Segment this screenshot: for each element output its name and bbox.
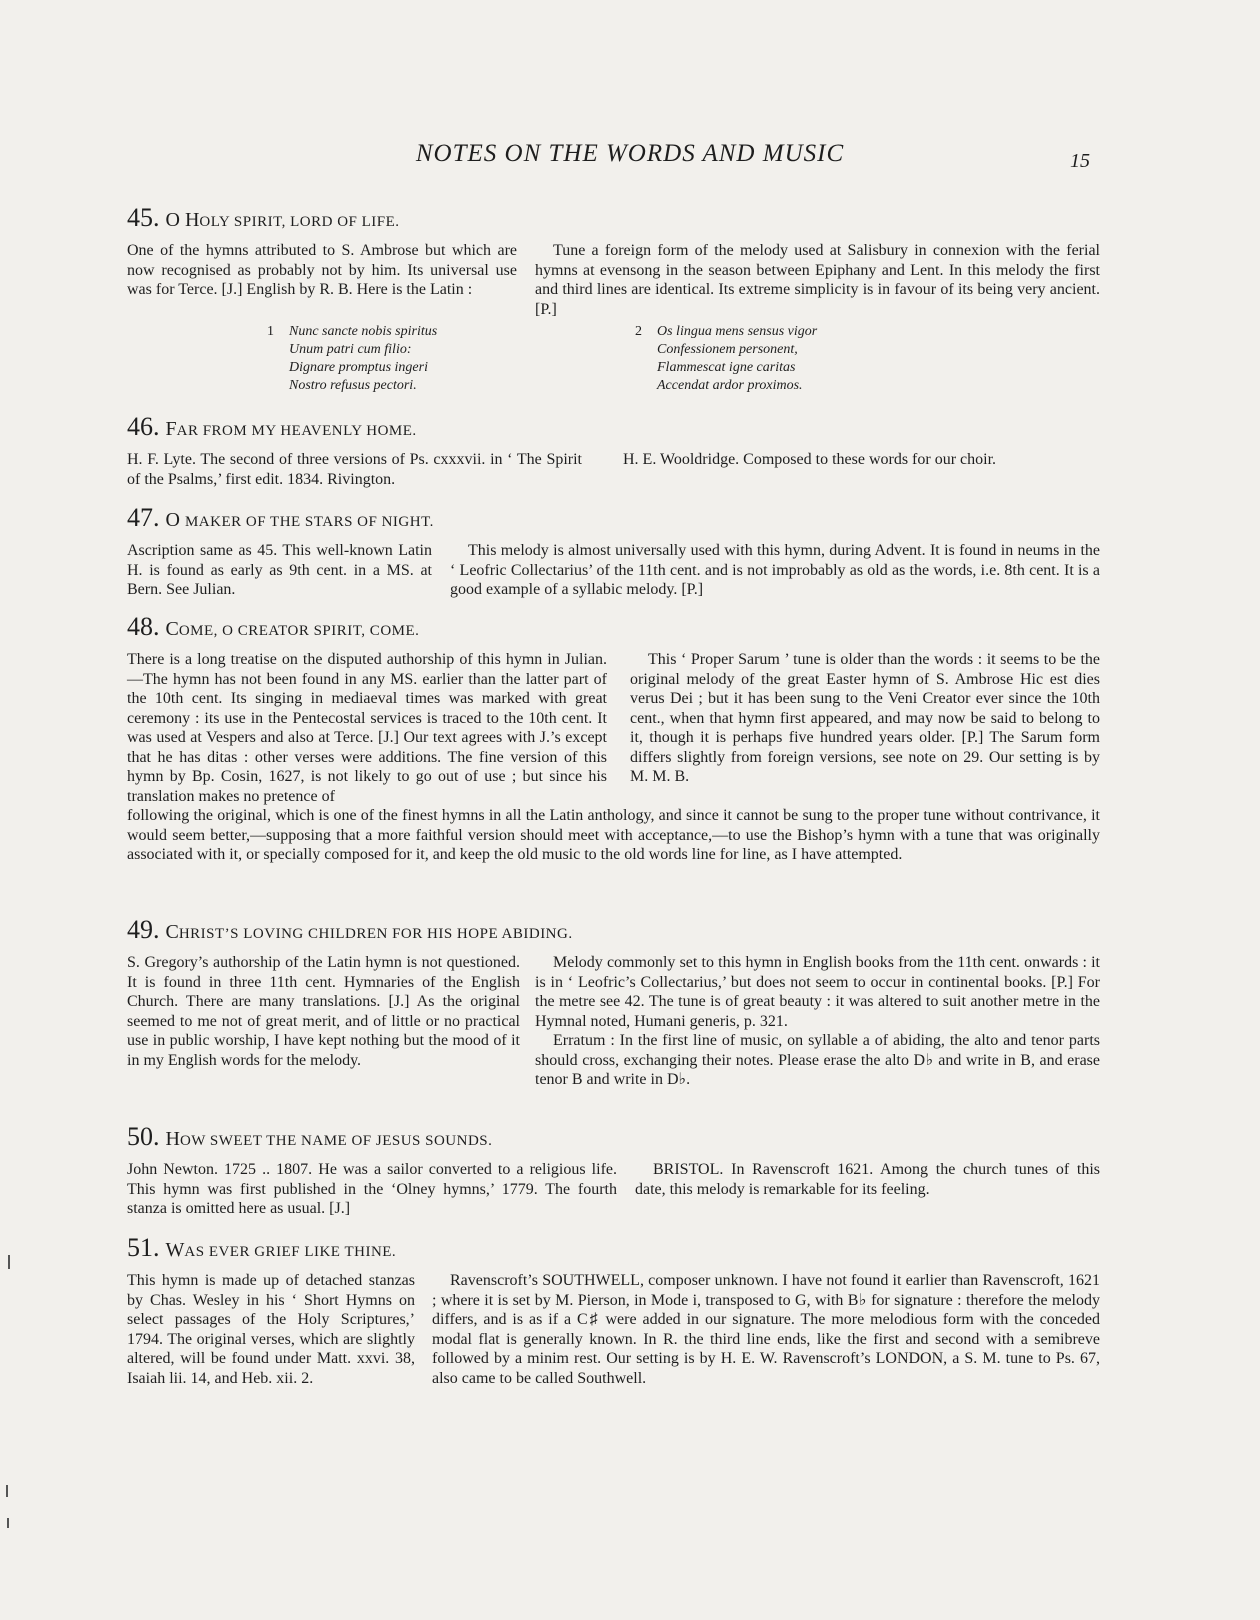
note-51-right: Ravenscroft’s SOUTHWELL, composer unknown. I have not found it earlier than Ravenscroft, 1621 ; where it is set by M. Pierson, in Mode i, transposed to G, with B♭ for signature : therefore the melody differs, and is as if a C♯ were added in our signature. The more melodious form with the conceded modal flat is generally known. In R. the third line ends, like the first and second with a semibreve followed by a minim rest. Our setting is by H. E. W. Ravenscroft’s LONDON, a S. M. tune to Ps. 67, also came to be called Southwell. xyxy=(432,1272,1100,1387)
running-title: NOTES ON THE WORDS AND MUSIC xyxy=(415,140,845,167)
note-46-left: H. F. Lyte. The second of three versions of Ps. cxxxvii. in ‘ The Spirit of the Psalms,’ first edit. 1834. Rivington. xyxy=(127,451,582,488)
note-48-right: This ‘ Proper Sarum ’ tune is older than the words : it seems to be the original melody of the great Easter hymn of S. Ambrose Hic est dies verus Dei ; but it has been sung to the Veni Creator ever since the 10th cent., when that hymn first appeared, and may now be said to belong to it, though it is perhaps five hundred years older. [P.] The Sarum form differs slightly from foreign versions, see note on 29. Our setting is by M. M. B. xyxy=(630,651,1100,785)
note-45 xyxy=(127,203,1100,395)
note-45-right: Tune a foreign form of the melody used at Salisbury in connexion with the ferial hymns at evensong in the season between Epiphany and Lent. In this melody the first and third lines are identical. Its extreme simplicity is in favour of its being very ancient. [P.] xyxy=(535,242,1100,318)
note-47-heading: 47. O MAKER OF THE STARS OF NIGHT. xyxy=(127,503,434,532)
note-47-right: This melody is almost universally used with this hymn, during Advent. It is found in neums in the ‘ Leofric Collectarius’ of the 11th cent. and is not improbably as old as the words, i.e. 8th cent. It is a good example of a syllabic melody. [P.] xyxy=(450,542,1100,598)
note-48 xyxy=(127,612,1100,865)
note-51 xyxy=(127,1233,1100,1388)
note-50 xyxy=(127,1122,1100,1219)
note-46 xyxy=(127,412,1100,489)
note-48-left: There is a long treatise on the disputed authorship of this hymn in Julian.—The hymn has not been found in any MS. earlier than the latter part of the 10th cent. Its singing in mediaeval times was marked with great ceremony : its use in the Pentecostal services is traced to the 10th cent. It was used at Vespers and also at Terce. [J.] Our text agrees with J.’s except that he has ditas : other verses were additions. The fine version of this hymn by Bp. Cosin, 1627, is not likely to go out of use ; but since his translation makes no pretence of xyxy=(127,651,607,805)
latin-stanza-1: 1 Nunc sancte nobis spiritus Unum patri cum filio: Dignare promptus ingeri Nostro refusus pectori. xyxy=(267,324,438,393)
note-46-heading: 46. FAR FROM MY HEAVENLY HOME. xyxy=(127,412,417,441)
scan-mark xyxy=(7,1518,9,1528)
note-49-left: S. Gregory’s authorship of the Latin hymn is not questioned. It is found in three 11th cent. Hymnaries of the English Church. There are many translations. [J.] As the original seemed to me not of great merit, and of little or no practical use in public worship, I have kept nothing but the mood of it in my English words for the melody. xyxy=(127,954,520,1069)
note-45-heading: 45. O HOLY SPIRIT, LORD OF LIFE. xyxy=(127,203,400,232)
note-50-right: BRISTOL. In Ravenscroft 1621. Among the church tunes of this date, this melody is remarkable for its feeling. xyxy=(635,1161,1100,1198)
note-number: 45. xyxy=(127,203,160,232)
scan-mark xyxy=(6,1485,8,1497)
note-49-right: Melody commonly set to this hymn in English books from the 11th cent. onwards : it is in ‘ Leofric’s Collectarius,’ but does not seem to occur in continental books. [P.] For the metre see 42. The tune is of great beauty : it was altered to suit another metre in the Hymnal noted, Humani generis, p. 321. Erratum : In the first line of music, on syllable a of abiding, the alto and tenor parts should cross, exchanging their notes. Please erase the alto D♭ and write in B, and erase tenor B and write in D♭. xyxy=(535,954,1100,1088)
note-45-left: One of the hymns attributed to S. Ambrose but which are now recognised as probably not by him. Its universal use was for Terce. [J.] English by R. B. Here is the Latin : xyxy=(127,242,517,298)
note-50-left: John Newton. 1725 .. 1807. He was a sailor converted to a religious life. This hymn was first published in the ‘Olney hymns,’ 1779. The fourth stanza is omitted here as usual. [J.] xyxy=(127,1161,617,1217)
note-47 xyxy=(127,503,1100,600)
page-number: 15 xyxy=(1070,150,1090,172)
note-48-continuation: following the original, which is one of the finest hymns in all the Latin anthology, and since it cannot be sung to the proper tune without contrivance, it would seem better,—supposing that a more faithful version should meet with acceptance,—to use the Bishop’s hymn with a tune that was originally associated with it, or specially composed for it, and keep the old music to the old words line for line, as I have attempted. xyxy=(127,807,1100,863)
note-48-heading: 48. COME, O CREATOR SPIRIT, COME. xyxy=(127,612,420,641)
note-51-heading: 51. WAS EVER GRIEF LIKE THINE. xyxy=(127,1233,397,1262)
latin-stanza-2: 2 Os lingua mens sensus vigor Confessionem personent, Flammescat igne caritas Accendat ardor proximos. xyxy=(635,324,818,393)
note-46-right: H. E. Wooldridge. Composed to these words for our choir. xyxy=(623,451,997,468)
note-47-left: Ascription same as 45. This well-known Latin H. is found as early as 9th cent. in a MS. at Bern. See Julian. xyxy=(127,542,432,598)
note-49 xyxy=(127,915,1100,1090)
scan-mark xyxy=(8,1255,10,1269)
note-51-left: This hymn is made up of detached stanzas by Chas. Wesley in his ‘ Short Hymns on select passages of the Holy Scriptures,’ 1794. The original verses, which are slightly altered, will be found under Matt. xxvi. 38, Isaiah lii. 14, and Heb. xii. 2. xyxy=(127,1272,415,1387)
note-50-heading: 50. HOW SWEET THE NAME OF JESUS SOUNDS. xyxy=(127,1122,493,1151)
note-49-heading: 49. CHRIST’S LOVING CHILDREN FOR HIS HOPE ABIDING. xyxy=(127,915,573,944)
